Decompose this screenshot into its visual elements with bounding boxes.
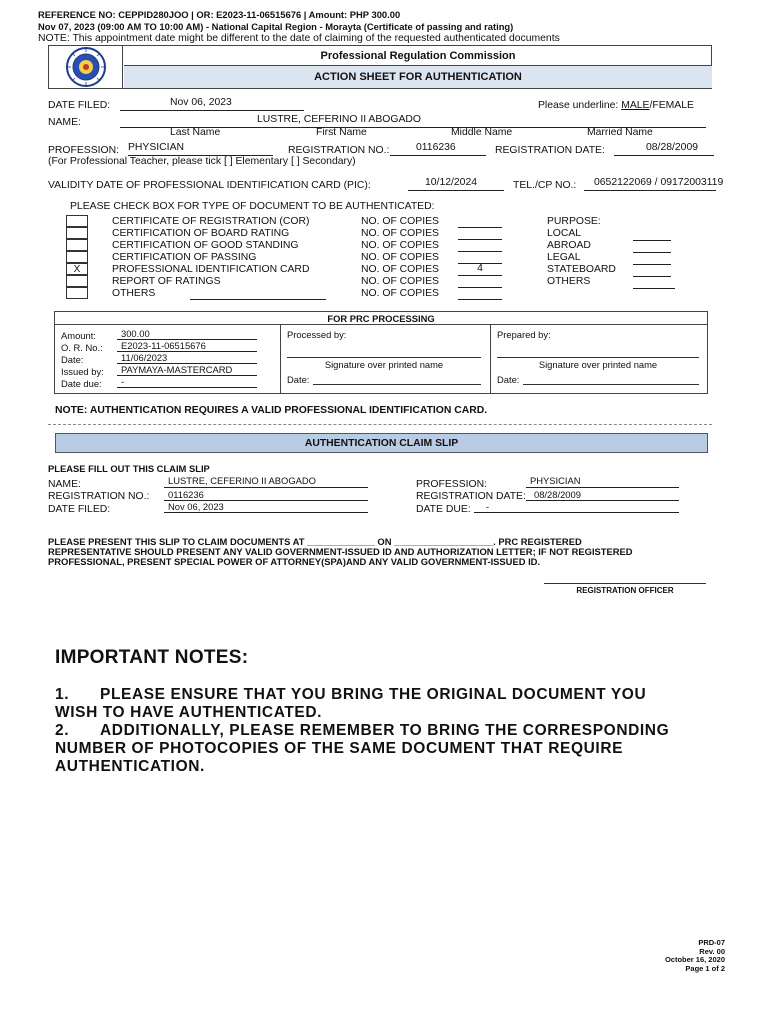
name-label: NAME:	[48, 117, 81, 128]
profession-field: PHYSICIAN	[128, 142, 273, 156]
form-revision: Rev. 00	[699, 946, 725, 956]
reg-no-field: 0116236	[390, 142, 486, 156]
claim-profession-field: PHYSICIAN	[526, 475, 679, 488]
copies-label: NO. OF COPIES	[361, 228, 439, 239]
processed-date-label: Date:	[287, 374, 310, 385]
date-field: 11/06/2023	[117, 352, 257, 364]
copies-field[interactable]: 4	[458, 263, 502, 276]
name-part-married: Married Name	[587, 127, 653, 138]
copies-label: NO. OF COPIES	[361, 264, 439, 275]
prepared-signature-line[interactable]	[497, 357, 699, 358]
due-label: Date due:	[61, 378, 102, 389]
document-checkbox[interactable]	[66, 287, 88, 299]
claim-reg-no-label: REGISTRATION NO.:	[48, 491, 150, 502]
claim-reg-date-label: REGISTRATION DATE:	[416, 491, 526, 502]
gender-label: Please underline:	[538, 100, 619, 111]
amount-field: 300.00	[117, 328, 257, 340]
prepared-signature-label: Signature over printed name	[538, 359, 658, 370]
document-checkbox[interactable]	[66, 239, 88, 251]
date-label: Date:	[61, 354, 84, 365]
profession-label: PROFESSION:	[48, 145, 120, 156]
claim-slip-title: AUTHENTICATION CLAIM SLIP	[55, 433, 708, 453]
claim-instruction-1: PLEASE PRESENT THIS SLIP TO CLAIM DOCUMENTS AT _____________ ON ___________________. PRC REGISTERED	[48, 536, 582, 547]
document-name: PROFESSIONAL IDENTIFICATION CARD	[112, 264, 310, 275]
authentication-note: NOTE: AUTHENTICATION REQUIRES A VALID PROFESSIONAL IDENTIFICATION CARD.	[55, 405, 488, 416]
claim-date-filed-field: Nov 06, 2023	[164, 501, 368, 513]
document-name: CERTIFICATION OF BOARD RATING	[112, 228, 290, 239]
payment-cell	[55, 325, 281, 393]
note-text: AUTHENTICATION.	[55, 758, 205, 775]
prc-processing-box	[54, 311, 708, 394]
or-field: E2023-11-06515676	[117, 340, 257, 352]
schedule-line: Nov 07, 2023 (09:00 AM TO 10:00 AM) - National Capital Region - Morayta (Certificate of passing and rating)	[38, 21, 514, 32]
form-date: October 16, 2020	[664, 955, 725, 964]
claim-date-filed-label: DATE FILED:	[48, 504, 111, 515]
claim-instruction-3: PROFESSIONAL, PRESENT SPECIAL POWER OF ATTORNEY(SPA)AND ANY VALID GOVERNMENT-ISSUED ID.	[48, 556, 541, 567]
document-name: OTHERS	[112, 288, 156, 299]
processed-date-line[interactable]	[313, 384, 481, 385]
purpose-stateboard: STATEBOARD	[547, 264, 616, 275]
reference-line: REFERENCE NO: CEPPID280JOO | OR: E2023-11-06515676 | Amount: PHP 300.00	[38, 9, 401, 20]
document-checkbox[interactable]	[66, 275, 88, 287]
tel-label: TEL./CP NO.:	[513, 180, 577, 191]
claim-instruction-2: REPRESENTATIVE SHOULD PRESENT ANY VALID GOVERNMENT-ISSUED ID AND AUTHORIZATION LETTER; IF NOT REGISTERED	[48, 546, 633, 557]
document-name: CERTIFICATION OF PASSING	[112, 252, 257, 263]
note-text: NUMBER OF PHOTOCOPIES OF THE SAME DOCUMENT THAT REQUIRE	[55, 740, 624, 757]
notes-heading: IMPORTANT NOTES:	[55, 647, 249, 668]
processed-signature-line[interactable]	[287, 357, 481, 358]
due-field: -	[117, 376, 257, 388]
gender-male: MALE	[621, 100, 650, 111]
form-code: PRD-07	[698, 938, 725, 947]
claim-due-label: DATE DUE:	[416, 504, 471, 515]
check-instruction: PLEASE CHECK BOX FOR TYPE OF DOCUMENT TO BE AUTHENTICATED:	[70, 201, 435, 212]
claim-profession-label: PROFESSION:	[416, 479, 488, 490]
prepared-date-line[interactable]	[523, 384, 699, 385]
document-name: REPORT OF RATINGS	[112, 276, 221, 287]
document-checkbox[interactable]: X	[66, 263, 88, 275]
purpose-others: OTHERS	[547, 276, 591, 287]
name-part-first: First Name	[316, 127, 367, 138]
others-field[interactable]	[190, 287, 326, 300]
amount-label: Amount:	[61, 330, 96, 341]
note-number: 1.	[55, 686, 70, 703]
document-name: CERTIFICATE OF REGISTRATION (COR)	[112, 216, 310, 227]
processed-signature-label: Signature over printed name	[324, 359, 444, 370]
copies-label: NO. OF COPIES	[361, 276, 439, 287]
tel-field: 0652122069 / 09172003119	[584, 177, 716, 191]
copies-label: NO. OF COPIES	[361, 216, 439, 227]
note-number: 2.	[55, 722, 70, 739]
form-title: ACTION SHEET FOR AUTHENTICATION	[124, 66, 712, 88]
claim-reg-date-field: 08/28/2009	[526, 489, 679, 501]
reg-no-label: REGISTRATION NO.:	[288, 145, 390, 156]
officer-label: REGISTRATION OFFICER	[576, 586, 674, 595]
prepared-by-label: Prepared by:	[497, 329, 551, 340]
document-name: CERTIFICATION OF GOOD STANDING	[112, 240, 299, 251]
name-field: LUSTRE, CEFERINO II ABOGADO	[120, 114, 706, 128]
purpose-label: PURPOSE:	[547, 216, 601, 227]
copies-label: NO. OF COPIES	[361, 240, 439, 251]
gender-line	[538, 100, 694, 111]
cut-line	[48, 424, 712, 425]
validity-label: VALIDITY DATE OF PROFESSIONAL IDENTIFICATION CARD (PIC):	[48, 180, 371, 191]
name-part-middle: Middle Name	[451, 127, 513, 138]
prc-seal-icon	[49, 46, 123, 88]
issued-label: Issued by:	[61, 366, 104, 377]
note-text: WISH TO HAVE AUTHENTICATED.	[55, 704, 323, 721]
claim-reg-no-field: 0116236	[164, 489, 368, 501]
reg-date-field: 08/28/2009	[614, 142, 714, 156]
date-filed-field: Nov 06, 2023	[120, 97, 304, 111]
purpose-abroad: ABROAD	[547, 240, 591, 251]
gender-female: /FEMALE	[649, 100, 694, 111]
copies-label: NO. OF COPIES	[361, 288, 439, 299]
document-footer	[665, 939, 725, 973]
document-checkbox[interactable]	[66, 215, 88, 227]
form-header	[48, 45, 712, 89]
note-text: ADDITIONALLY, PLEASE REMEMBER TO BRING THE CORRESPONDING	[100, 722, 670, 739]
purpose-local: LOCAL	[547, 228, 582, 239]
org-name: Professional Regulation Commission	[124, 46, 712, 66]
processed-by-label: Processed by:	[287, 329, 347, 340]
appointment-note: NOTE: This appointment date might be different to the date of claiming of the requested authenticated documents	[38, 33, 560, 44]
note-text: PLEASE ENSURE THAT YOU BRING THE ORIGINAL DOCUMENT YOU	[100, 686, 647, 703]
note-item	[55, 722, 715, 776]
or-label: O. R. No.:	[61, 342, 103, 353]
claim-fill-instruction: PLEASE FILL OUT THIS CLAIM SLIP	[48, 463, 210, 474]
processed-cell	[281, 325, 491, 393]
reg-date-label: REGISTRATION DATE:	[495, 145, 605, 156]
prepared-cell	[491, 325, 707, 393]
note-item	[55, 686, 715, 722]
claim-name-label: NAME:	[48, 479, 81, 490]
claim-name-field: LUSTRE, CEFERINO II ABOGADO	[164, 475, 368, 488]
date-filed-label: DATE FILED:	[48, 100, 111, 111]
processing-title: FOR PRC PROCESSING	[55, 312, 707, 325]
copies-field[interactable]	[458, 287, 502, 300]
page-number: Page 1 of 2	[685, 963, 725, 973]
seal-cell	[49, 46, 123, 88]
officer-signature-line[interactable]	[544, 583, 706, 584]
document-checkbox[interactable]	[66, 251, 88, 263]
copies-label: NO. OF COPIES	[361, 252, 439, 263]
claim-due-field: -	[474, 501, 679, 513]
validity-field: 10/12/2024	[408, 177, 504, 191]
prepared-date-label: Date:	[497, 374, 520, 385]
purpose-legal: LEGAL	[547, 252, 581, 263]
document-checkbox[interactable]	[66, 227, 88, 239]
name-part-last: Last Name	[170, 127, 221, 138]
purpose-others-field[interactable]	[633, 276, 675, 289]
teacher-note: (For Professional Teacher, please tick [ ] Elementary [ ] Secondary)	[48, 156, 356, 167]
issued-field: PAYMAYA-MASTERCARD	[117, 364, 257, 376]
